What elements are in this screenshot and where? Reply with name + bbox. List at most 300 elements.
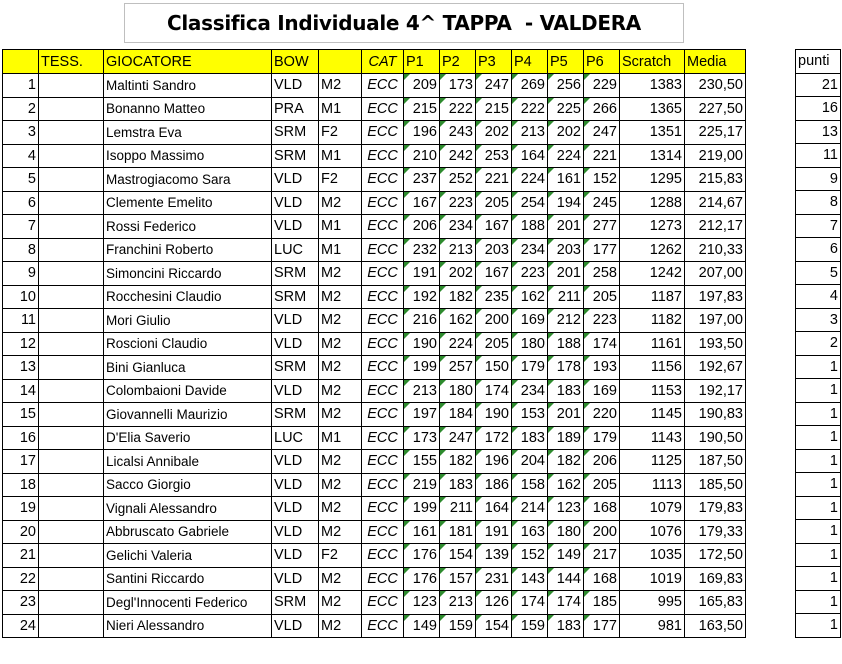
position-cell[interactable]: 22 — [3, 567, 39, 591]
header-pos[interactable] — [3, 50, 39, 74]
header-giocatore[interactable]: GIOCATORE — [104, 50, 272, 74]
category-cell[interactable]: ECC — [362, 238, 404, 262]
points-cell[interactable]: 1 — [796, 520, 841, 544]
points-cell[interactable]: 7 — [796, 214, 841, 238]
class-cell[interactable]: M2 — [319, 614, 362, 638]
tess-cell[interactable] — [39, 426, 104, 450]
category-cell[interactable]: ECC — [362, 567, 404, 591]
class-cell[interactable]: M1 — [319, 238, 362, 262]
category-cell[interactable]: ECC — [362, 403, 404, 427]
category-cell[interactable]: ECC — [362, 97, 404, 121]
media-cell[interactable]: 179,33 — [685, 520, 746, 544]
scratch-cell[interactable]: 981 — [620, 614, 685, 638]
game-3-cell[interactable]: 205 — [476, 332, 512, 356]
bow-cell[interactable]: VLD — [272, 215, 319, 239]
tess-cell[interactable] — [39, 379, 104, 403]
game-3-cell[interactable]: 205 — [476, 191, 512, 215]
header-tess[interactable]: TESS. — [39, 50, 104, 74]
tess-cell[interactable] — [39, 262, 104, 286]
game-4-cell[interactable]: 143 — [512, 567, 548, 591]
bow-cell[interactable]: VLD — [272, 168, 319, 192]
media-cell[interactable]: 215,83 — [685, 168, 746, 192]
player-name-cell[interactable]: Bonanno Matteo — [104, 97, 272, 121]
category-cell[interactable]: ECC — [362, 591, 404, 615]
game-5-cell[interactable]: 188 — [548, 332, 584, 356]
tess-cell[interactable] — [39, 309, 104, 333]
bow-cell[interactable]: LUC — [272, 238, 319, 262]
tess-cell[interactable] — [39, 238, 104, 262]
game-2-cell[interactable]: 162 — [440, 309, 476, 333]
game-2-cell[interactable]: 154 — [440, 544, 476, 568]
game-2-cell[interactable]: 181 — [440, 520, 476, 544]
game-2-cell[interactable]: 184 — [440, 403, 476, 427]
media-cell[interactable]: 230,50 — [685, 74, 746, 98]
scratch-cell[interactable]: 995 — [620, 591, 685, 615]
tess-cell[interactable] — [39, 285, 104, 309]
player-name-cell[interactable]: Degl'Innocenti Federico — [104, 591, 272, 615]
game-4-cell[interactable]: 204 — [512, 450, 548, 474]
position-cell[interactable]: 3 — [3, 121, 39, 145]
media-cell[interactable]: 192,67 — [685, 356, 746, 380]
bow-cell[interactable]: VLD — [272, 309, 319, 333]
media-cell[interactable]: 207,00 — [685, 262, 746, 286]
position-cell[interactable]: 21 — [3, 544, 39, 568]
game-2-cell[interactable]: 234 — [440, 215, 476, 239]
tess-cell[interactable] — [39, 520, 104, 544]
category-cell[interactable]: ECC — [362, 191, 404, 215]
tess-cell[interactable] — [39, 332, 104, 356]
game-4-cell[interactable]: 179 — [512, 356, 548, 380]
position-cell[interactable]: 6 — [3, 191, 39, 215]
game-6-cell[interactable]: 169 — [584, 379, 620, 403]
category-cell[interactable]: ECC — [362, 262, 404, 286]
game-6-cell[interactable]: 206 — [584, 450, 620, 474]
scratch-cell[interactable]: 1145 — [620, 403, 685, 427]
points-cell[interactable]: 1 — [796, 355, 841, 379]
points-cell[interactable]: 11 — [796, 144, 841, 168]
game-6-cell[interactable]: 177 — [584, 614, 620, 638]
scratch-cell[interactable]: 1365 — [620, 97, 685, 121]
points-cell[interactable]: 1 — [796, 449, 841, 473]
game-6-cell[interactable]: 168 — [584, 567, 620, 591]
position-cell[interactable]: 16 — [3, 426, 39, 450]
scratch-cell[interactable]: 1288 — [620, 191, 685, 215]
scratch-cell[interactable]: 1143 — [620, 426, 685, 450]
class-cell[interactable]: M2 — [319, 403, 362, 427]
game-5-cell[interactable]: 162 — [548, 473, 584, 497]
category-cell[interactable]: ECC — [362, 332, 404, 356]
points-cell[interactable]: 21 — [796, 73, 841, 97]
position-cell[interactable]: 18 — [3, 473, 39, 497]
class-cell[interactable]: M2 — [319, 379, 362, 403]
class-cell[interactable]: M2 — [319, 591, 362, 615]
bow-cell[interactable]: VLD — [272, 450, 319, 474]
tess-cell[interactable] — [39, 544, 104, 568]
bow-cell[interactable]: VLD — [272, 473, 319, 497]
game-1-cell[interactable]: 199 — [404, 497, 440, 521]
game-3-cell[interactable]: 247 — [476, 74, 512, 98]
header-p4[interactable]: P4 — [512, 50, 548, 74]
media-cell[interactable]: 169,83 — [685, 567, 746, 591]
media-cell[interactable]: 219,00 — [685, 144, 746, 168]
game-5-cell[interactable]: 149 — [548, 544, 584, 568]
game-4-cell[interactable]: 162 — [512, 285, 548, 309]
game-6-cell[interactable]: 229 — [584, 74, 620, 98]
position-cell[interactable]: 19 — [3, 497, 39, 521]
game-4-cell[interactable]: 164 — [512, 144, 548, 168]
category-cell[interactable]: ECC — [362, 309, 404, 333]
scratch-cell[interactable]: 1161 — [620, 332, 685, 356]
game-5-cell[interactable]: 225 — [548, 97, 584, 121]
class-cell[interactable]: M1 — [319, 144, 362, 168]
game-2-cell[interactable]: 183 — [440, 473, 476, 497]
game-4-cell[interactable]: 163 — [512, 520, 548, 544]
media-cell[interactable]: 185,50 — [685, 473, 746, 497]
player-name-cell[interactable]: Abbruscato Gabriele — [104, 520, 272, 544]
game-4-cell[interactable]: 153 — [512, 403, 548, 427]
class-cell[interactable]: M2 — [319, 473, 362, 497]
game-4-cell[interactable]: 169 — [512, 309, 548, 333]
game-5-cell[interactable]: 224 — [548, 144, 584, 168]
bow-cell[interactable]: VLD — [272, 332, 319, 356]
game-3-cell[interactable]: 190 — [476, 403, 512, 427]
class-cell[interactable]: F2 — [319, 168, 362, 192]
game-1-cell[interactable]: 232 — [404, 238, 440, 262]
game-4-cell[interactable]: 183 — [512, 426, 548, 450]
player-name-cell[interactable]: Simoncini Riccardo — [104, 262, 272, 286]
game-1-cell[interactable]: 219 — [404, 473, 440, 497]
class-cell[interactable]: M2 — [319, 520, 362, 544]
game-4-cell[interactable]: 223 — [512, 262, 548, 286]
player-name-cell[interactable]: D'Elia Saverio — [104, 426, 272, 450]
points-cell[interactable]: 1 — [796, 567, 841, 591]
game-2-cell[interactable]: 180 — [440, 379, 476, 403]
category-cell[interactable]: ECC — [362, 144, 404, 168]
game-4-cell[interactable]: 213 — [512, 121, 548, 145]
points-cell[interactable]: 3 — [796, 308, 841, 332]
bow-cell[interactable]: VLD — [272, 74, 319, 98]
game-1-cell[interactable]: 196 — [404, 121, 440, 145]
player-name-cell[interactable]: Giovannelli Maurizio — [104, 403, 272, 427]
category-cell[interactable]: ECC — [362, 450, 404, 474]
game-4-cell[interactable]: 188 — [512, 215, 548, 239]
bow-cell[interactable]: VLD — [272, 614, 319, 638]
scratch-cell[interactable]: 1187 — [620, 285, 685, 309]
category-cell[interactable]: ECC — [362, 74, 404, 98]
game-1-cell[interactable]: 149 — [404, 614, 440, 638]
bow-cell[interactable]: SRM — [272, 262, 319, 286]
player-name-cell[interactable]: Bini Gianluca — [104, 356, 272, 380]
game-5-cell[interactable]: 144 — [548, 567, 584, 591]
game-6-cell[interactable]: 221 — [584, 144, 620, 168]
game-4-cell[interactable]: 224 — [512, 168, 548, 192]
bow-cell[interactable]: VLD — [272, 544, 319, 568]
game-3-cell[interactable]: 186 — [476, 473, 512, 497]
game-4-cell[interactable]: 159 — [512, 614, 548, 638]
player-name-cell[interactable]: Vignali Alessandro — [104, 497, 272, 521]
game-6-cell[interactable]: 266 — [584, 97, 620, 121]
player-name-cell[interactable]: Licalsi Annibale — [104, 450, 272, 474]
class-cell[interactable]: M2 — [319, 356, 362, 380]
scratch-cell[interactable]: 1295 — [620, 168, 685, 192]
game-2-cell[interactable]: 173 — [440, 74, 476, 98]
position-cell[interactable]: 13 — [3, 356, 39, 380]
game-6-cell[interactable]: 200 — [584, 520, 620, 544]
game-1-cell[interactable]: 199 — [404, 356, 440, 380]
points-cell[interactable]: 1 — [796, 379, 841, 403]
game-6-cell[interactable]: 185 — [584, 591, 620, 615]
game-6-cell[interactable]: 247 — [584, 121, 620, 145]
points-cell[interactable]: 4 — [796, 285, 841, 309]
game-3-cell[interactable]: 139 — [476, 544, 512, 568]
game-3-cell[interactable]: 221 — [476, 168, 512, 192]
game-5-cell[interactable]: 201 — [548, 262, 584, 286]
game-3-cell[interactable]: 231 — [476, 567, 512, 591]
game-2-cell[interactable]: 182 — [440, 285, 476, 309]
position-cell[interactable]: 24 — [3, 614, 39, 638]
tess-cell[interactable] — [39, 144, 104, 168]
game-3-cell[interactable]: 154 — [476, 614, 512, 638]
game-1-cell[interactable]: 173 — [404, 426, 440, 450]
points-cell[interactable]: 16 — [796, 97, 841, 121]
class-cell[interactable]: M2 — [319, 450, 362, 474]
game-5-cell[interactable]: 202 — [548, 121, 584, 145]
game-6-cell[interactable]: 205 — [584, 473, 620, 497]
game-2-cell[interactable]: 247 — [440, 426, 476, 450]
game-3-cell[interactable]: 172 — [476, 426, 512, 450]
points-cell[interactable]: 9 — [796, 167, 841, 191]
class-cell[interactable]: M2 — [319, 262, 362, 286]
bow-cell[interactable]: VLD — [272, 497, 319, 521]
points-cell[interactable]: 1 — [796, 590, 841, 614]
media-cell[interactable]: 187,50 — [685, 450, 746, 474]
player-name-cell[interactable]: Roscioni Claudio — [104, 332, 272, 356]
game-3-cell[interactable]: 191 — [476, 520, 512, 544]
scratch-cell[interactable]: 1314 — [620, 144, 685, 168]
media-cell[interactable]: 214,67 — [685, 191, 746, 215]
position-cell[interactable]: 23 — [3, 591, 39, 615]
game-2-cell[interactable]: 223 — [440, 191, 476, 215]
position-cell[interactable]: 5 — [3, 168, 39, 192]
tess-cell[interactable] — [39, 97, 104, 121]
media-cell[interactable]: 225,17 — [685, 121, 746, 145]
media-cell[interactable]: 197,83 — [685, 285, 746, 309]
game-4-cell[interactable]: 234 — [512, 379, 548, 403]
game-4-cell[interactable]: 254 — [512, 191, 548, 215]
media-cell[interactable]: 197,00 — [685, 309, 746, 333]
bow-cell[interactable]: SRM — [272, 591, 319, 615]
category-cell[interactable]: ECC — [362, 168, 404, 192]
game-3-cell[interactable]: 196 — [476, 450, 512, 474]
game-1-cell[interactable]: 197 — [404, 403, 440, 427]
player-name-cell[interactable]: Rossi Federico — [104, 215, 272, 239]
game-1-cell[interactable]: 176 — [404, 544, 440, 568]
tess-cell[interactable] — [39, 614, 104, 638]
tess-cell[interactable] — [39, 567, 104, 591]
class-cell[interactable]: M1 — [319, 97, 362, 121]
tess-cell[interactable] — [39, 191, 104, 215]
game-2-cell[interactable]: 252 — [440, 168, 476, 192]
points-cell[interactable]: 1 — [796, 614, 841, 638]
game-1-cell[interactable]: 209 — [404, 74, 440, 98]
scratch-cell[interactable]: 1035 — [620, 544, 685, 568]
scratch-cell[interactable]: 1076 — [620, 520, 685, 544]
scratch-cell[interactable]: 1156 — [620, 356, 685, 380]
media-cell[interactable]: 192,17 — [685, 379, 746, 403]
points-cell[interactable]: 5 — [796, 261, 841, 285]
game-2-cell[interactable]: 202 — [440, 262, 476, 286]
position-cell[interactable]: 10 — [3, 285, 39, 309]
scratch-cell[interactable]: 1079 — [620, 497, 685, 521]
category-cell[interactable]: ECC — [362, 356, 404, 380]
category-cell[interactable]: ECC — [362, 473, 404, 497]
game-5-cell[interactable]: 189 — [548, 426, 584, 450]
header-bow[interactable]: BOW — [272, 50, 319, 74]
player-name-cell[interactable]: Gelichi Valeria — [104, 544, 272, 568]
game-1-cell[interactable]: 191 — [404, 262, 440, 286]
game-1-cell[interactable]: 176 — [404, 567, 440, 591]
game-1-cell[interactable]: 237 — [404, 168, 440, 192]
game-4-cell[interactable]: 174 — [512, 591, 548, 615]
position-cell[interactable]: 8 — [3, 238, 39, 262]
points-cell[interactable]: 2 — [796, 332, 841, 356]
game-5-cell[interactable]: 183 — [548, 379, 584, 403]
game-3-cell[interactable]: 253 — [476, 144, 512, 168]
game-2-cell[interactable]: 257 — [440, 356, 476, 380]
header-cls[interactable] — [319, 50, 362, 74]
header-p3[interactable]: P3 — [476, 50, 512, 74]
game-2-cell[interactable]: 242 — [440, 144, 476, 168]
game-5-cell[interactable]: 161 — [548, 168, 584, 192]
scratch-cell[interactable]: 1273 — [620, 215, 685, 239]
media-cell[interactable]: 190,83 — [685, 403, 746, 427]
player-name-cell[interactable]: Clemente Emelito — [104, 191, 272, 215]
class-cell[interactable]: M2 — [319, 332, 362, 356]
position-cell[interactable]: 12 — [3, 332, 39, 356]
game-2-cell[interactable]: 159 — [440, 614, 476, 638]
media-cell[interactable]: 163,50 — [685, 614, 746, 638]
game-4-cell[interactable]: 269 — [512, 74, 548, 98]
class-cell[interactable]: M2 — [319, 567, 362, 591]
game-3-cell[interactable]: 150 — [476, 356, 512, 380]
class-cell[interactable]: M1 — [319, 426, 362, 450]
class-cell[interactable]: M2 — [319, 497, 362, 521]
class-cell[interactable]: M2 — [319, 74, 362, 98]
class-cell[interactable]: M2 — [319, 285, 362, 309]
game-2-cell[interactable]: 224 — [440, 332, 476, 356]
game-2-cell[interactable]: 211 — [440, 497, 476, 521]
class-cell[interactable]: M1 — [319, 215, 362, 239]
tess-cell[interactable] — [39, 473, 104, 497]
game-5-cell[interactable]: 211 — [548, 285, 584, 309]
media-cell[interactable]: 227,50 — [685, 97, 746, 121]
game-5-cell[interactable]: 174 — [548, 591, 584, 615]
player-name-cell[interactable]: Sacco Giorgio — [104, 473, 272, 497]
game-1-cell[interactable]: 206 — [404, 215, 440, 239]
points-cell[interactable]: 1 — [796, 543, 841, 567]
game-3-cell[interactable]: 203 — [476, 238, 512, 262]
bow-cell[interactable]: SRM — [272, 144, 319, 168]
bow-cell[interactable]: SRM — [272, 356, 319, 380]
bow-cell[interactable]: SRM — [272, 121, 319, 145]
category-cell[interactable]: ECC — [362, 379, 404, 403]
player-name-cell[interactable]: Mastrogiacomo Sara — [104, 168, 272, 192]
game-5-cell[interactable]: 194 — [548, 191, 584, 215]
game-6-cell[interactable]: 277 — [584, 215, 620, 239]
header-p1[interactable]: P1 — [404, 50, 440, 74]
game-3-cell[interactable]: 167 — [476, 262, 512, 286]
player-name-cell[interactable]: Maltinti Sandro — [104, 74, 272, 98]
category-cell[interactable]: ECC — [362, 285, 404, 309]
points-cell[interactable]: 1 — [796, 426, 841, 450]
game-5-cell[interactable]: 183 — [548, 614, 584, 638]
scratch-cell[interactable]: 1351 — [620, 121, 685, 145]
game-3-cell[interactable]: 164 — [476, 497, 512, 521]
bow-cell[interactable]: VLD — [272, 520, 319, 544]
category-cell[interactable]: ECC — [362, 544, 404, 568]
game-6-cell[interactable]: 174 — [584, 332, 620, 356]
game-6-cell[interactable]: 223 — [584, 309, 620, 333]
tess-cell[interactable] — [39, 497, 104, 521]
game-2-cell[interactable]: 182 — [440, 450, 476, 474]
game-6-cell[interactable]: 258 — [584, 262, 620, 286]
bow-cell[interactable]: VLD — [272, 191, 319, 215]
tess-cell[interactable] — [39, 356, 104, 380]
game-6-cell[interactable]: 245 — [584, 191, 620, 215]
game-6-cell[interactable]: 168 — [584, 497, 620, 521]
game-4-cell[interactable]: 234 — [512, 238, 548, 262]
player-name-cell[interactable]: Franchini Roberto — [104, 238, 272, 262]
header-cat[interactable]: CAT — [362, 50, 404, 74]
game-1-cell[interactable]: 213 — [404, 379, 440, 403]
game-5-cell[interactable]: 201 — [548, 215, 584, 239]
scratch-cell[interactable]: 1262 — [620, 238, 685, 262]
game-1-cell[interactable]: 210 — [404, 144, 440, 168]
game-2-cell[interactable]: 157 — [440, 567, 476, 591]
game-6-cell[interactable]: 193 — [584, 356, 620, 380]
header-p2[interactable]: P2 — [440, 50, 476, 74]
game-4-cell[interactable]: 152 — [512, 544, 548, 568]
game-2-cell[interactable]: 213 — [440, 238, 476, 262]
game-3-cell[interactable]: 215 — [476, 97, 512, 121]
game-2-cell[interactable]: 222 — [440, 97, 476, 121]
tess-cell[interactable] — [39, 450, 104, 474]
position-cell[interactable]: 1 — [3, 74, 39, 98]
media-cell[interactable]: 179,83 — [685, 497, 746, 521]
points-cell[interactable]: 6 — [796, 238, 841, 262]
position-cell[interactable]: 7 — [3, 215, 39, 239]
class-cell[interactable]: F2 — [319, 121, 362, 145]
game-3-cell[interactable]: 202 — [476, 121, 512, 145]
position-cell[interactable]: 14 — [3, 379, 39, 403]
game-5-cell[interactable]: 123 — [548, 497, 584, 521]
bow-cell[interactable]: SRM — [272, 285, 319, 309]
game-6-cell[interactable]: 179 — [584, 426, 620, 450]
game-6-cell[interactable]: 177 — [584, 238, 620, 262]
media-cell[interactable]: 190,50 — [685, 426, 746, 450]
game-4-cell[interactable]: 158 — [512, 473, 548, 497]
game-6-cell[interactable]: 152 — [584, 168, 620, 192]
scratch-cell[interactable]: 1019 — [620, 567, 685, 591]
position-cell[interactable]: 9 — [3, 262, 39, 286]
category-cell[interactable]: ECC — [362, 614, 404, 638]
game-1-cell[interactable]: 161 — [404, 520, 440, 544]
game-6-cell[interactable]: 205 — [584, 285, 620, 309]
category-cell[interactable]: ECC — [362, 121, 404, 145]
game-1-cell[interactable]: 190 — [404, 332, 440, 356]
category-cell[interactable]: ECC — [362, 497, 404, 521]
tess-cell[interactable] — [39, 591, 104, 615]
